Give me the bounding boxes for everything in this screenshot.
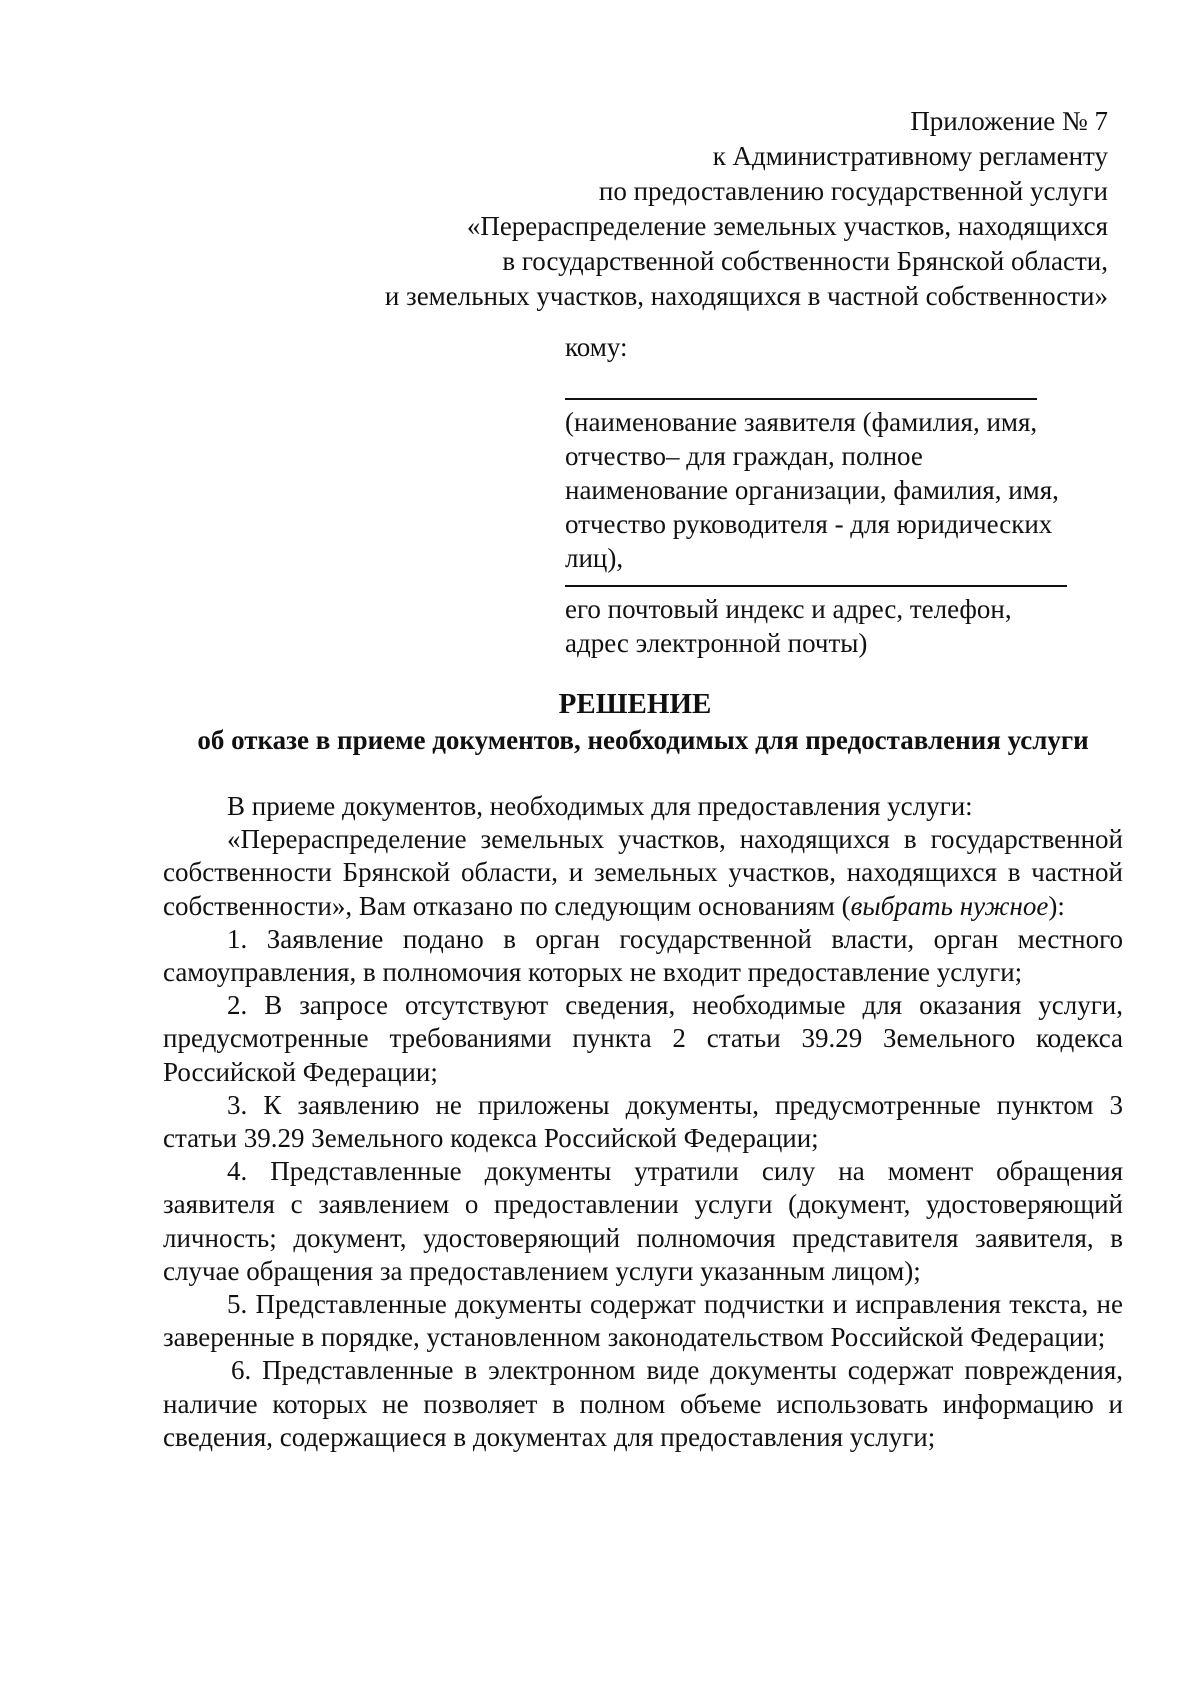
reason-item: 5. Представленные документы содержат подчистки и исправления текста, не заверенные в порядке, установленном законодательством Российской Федерации; (163, 1289, 1123, 1353)
recipient-name-blank-line (565, 398, 1037, 400)
reason-item: 4. Представленные документы утратили силу на момент обращения заявителя с заявлением о предоставлении услуги (документ, удостоверяющий личность; документ, удостоверяющий полномочия представителя заявителя, в случае обращения за предоставлением услуги указанным лицом); (163, 1156, 1123, 1286)
header-line: Приложение № 7 (910, 106, 1108, 136)
service-text-after: ): (1048, 890, 1065, 921)
recipient-address-hint-line: его почтовый индекс и адрес, телефон, (565, 594, 1012, 624)
recipient-address-hint-line: адрес электронной почты) (565, 628, 868, 658)
recipient-address-blank-line (565, 585, 1067, 587)
recipient-hint-line: (наименование заявителя (фамилия, имя, (565, 407, 1038, 437)
header-line: к Административному регламенту (712, 141, 1108, 171)
body-service-paragraph (163, 823, 1123, 923)
recipient-hint-line: отчество– для граждан, полное (565, 441, 923, 471)
reason-item: 3. К заявлению не приложены документы, предусмотренные пунктом 3 статьи 39.29 Земельного кодекса Российской Федерации; (163, 1089, 1123, 1154)
recipient-block (565, 330, 1085, 660)
decision-subtitle: об отказе в приеме документов, необходимых для предоставления услуги (197, 725, 1089, 755)
recipient-hint-line: лиц), (565, 543, 624, 573)
recipient-label: кому: (565, 332, 628, 362)
appendix-header (385, 104, 1108, 314)
decision-title: РЕШЕНИЕ (558, 688, 712, 720)
header-line: «Перераспределение земельных участков, находящихся (466, 211, 1108, 241)
service-text-before: «Перераспределение земельных участков, находящихся в государственной собственности Брянской области, и земельных участков, находящихся в частной собственности», Вам отказано по следующим основаниям ( (163, 824, 1123, 921)
recipient-hint-line: наименование организации, фамилия, имя, (565, 475, 1059, 505)
header-line: и земельных участков, находящихся в частной собственности» (384, 281, 1108, 311)
recipient-hint-line: отчество руководителя - для юридических (565, 509, 1053, 539)
service-text-italic: выбрать нужное (850, 890, 1049, 921)
reason-item: 6. Представленные в электронном виде документы содержат повреждения, наличие которых не позволяет в полном объеме использовать информацию и сведения, содержащиеся в документах для предоставления услуги; (163, 1355, 1123, 1452)
decision-body (163, 790, 1123, 1454)
reason-item: 1. Заявление подано в орган государственной власти, орган местного самоуправления, в полномочия которых не входит предоставление услуги; (163, 923, 1123, 988)
body-intro: В приеме документов, необходимых для предоставления услуги: (227, 791, 973, 821)
header-line: по предоставлению государственной услуги (598, 176, 1108, 206)
header-line: в государственной собственности Брянской области, (502, 246, 1108, 276)
reason-item: 2. В запросе отсутствуют сведения, необходимые для оказания услуги, предусмотренные требованиями пункта 2 статьи 39.29 Земельного кодекса Российской Федерации; (163, 990, 1123, 1087)
